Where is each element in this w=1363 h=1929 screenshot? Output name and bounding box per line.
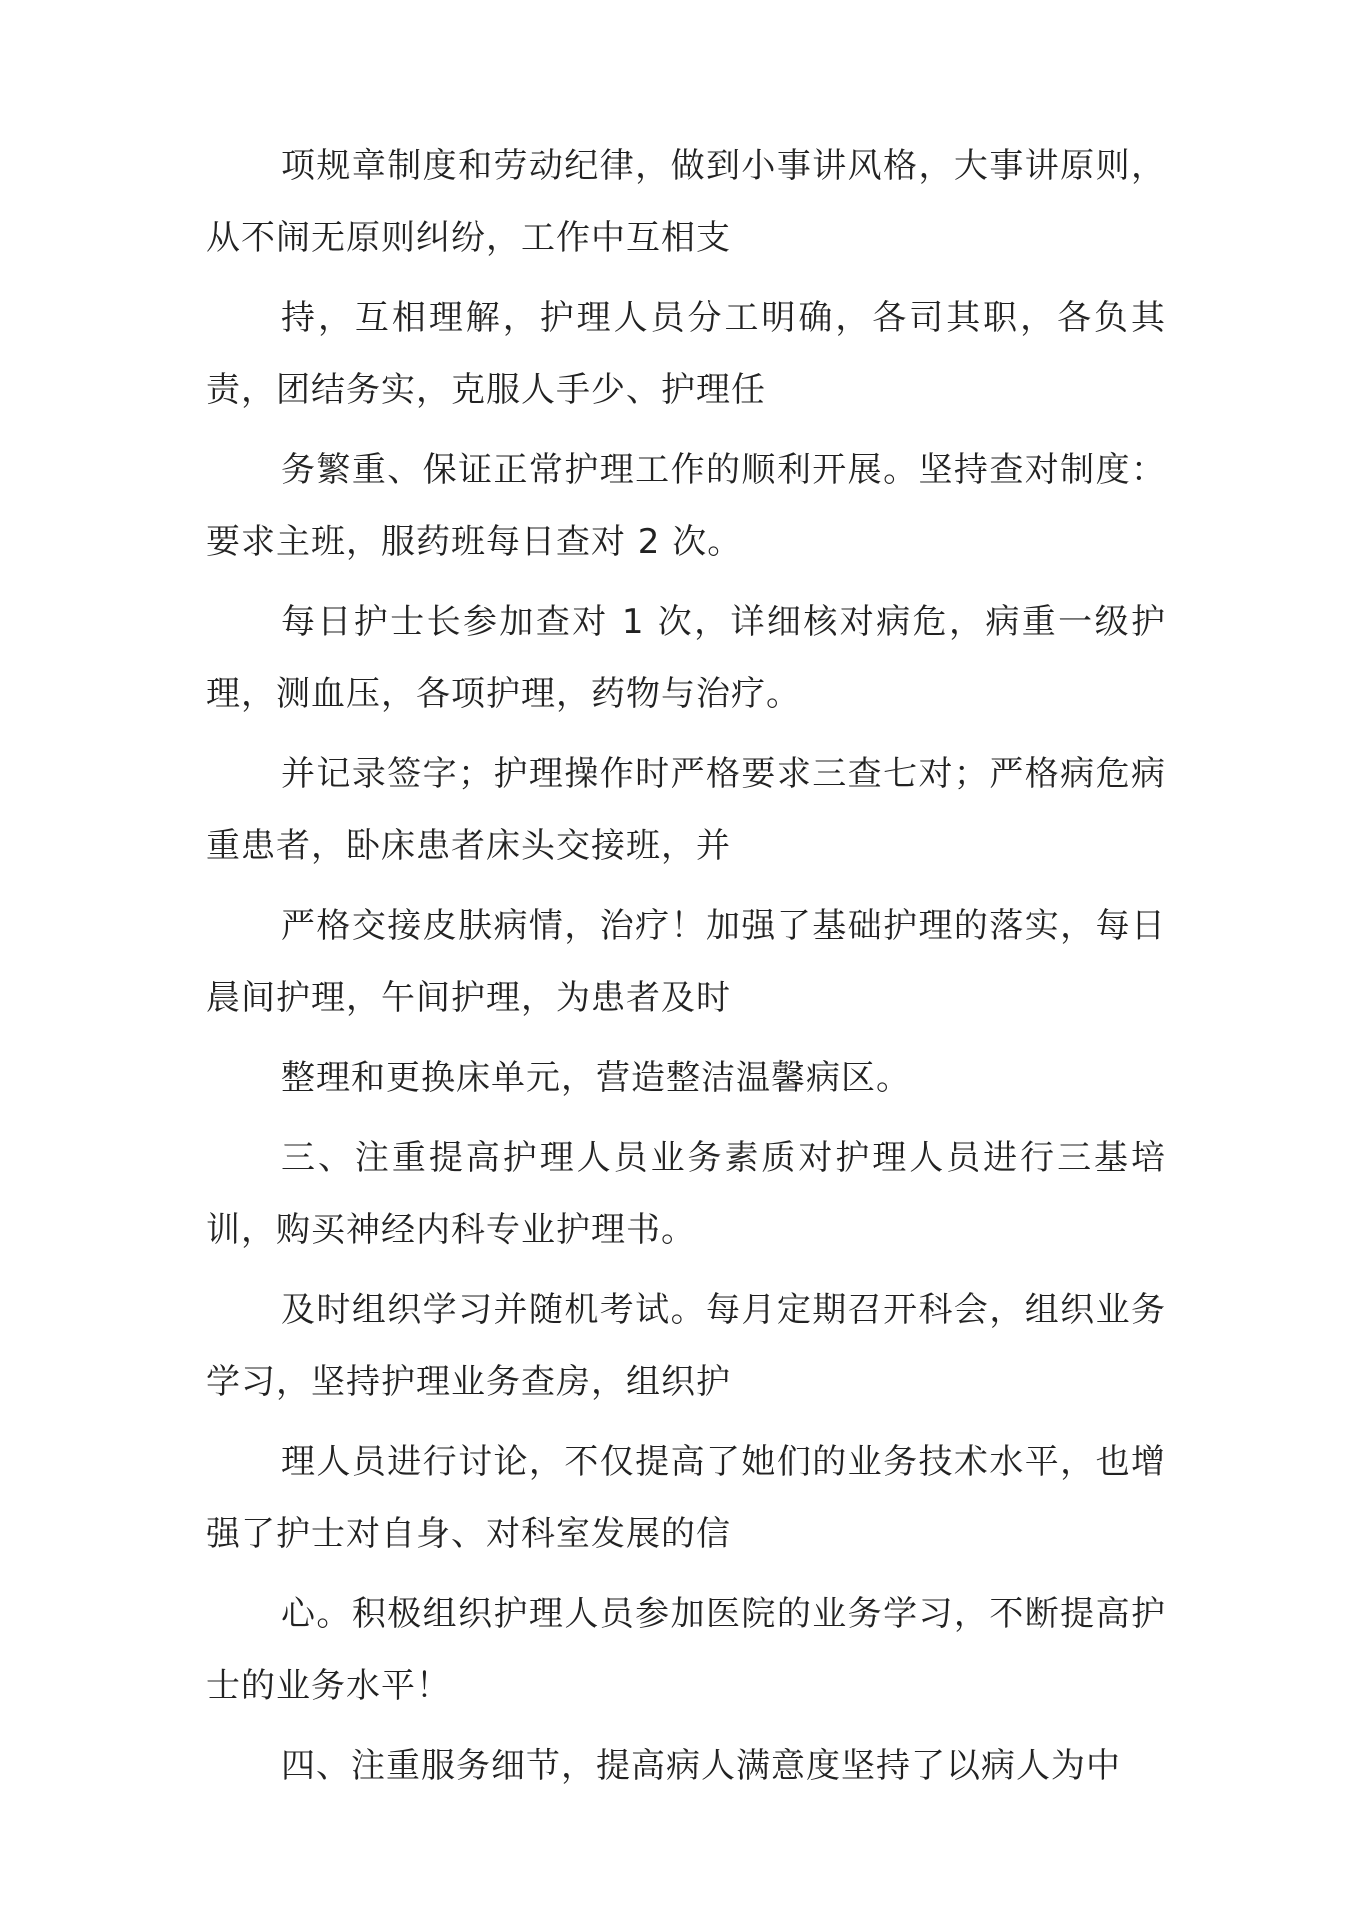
paragraph: 持，互相理解，护理人员分工明确，各司其职，各负其责，团结务实，克服人手少、护理任 bbox=[206, 298, 1166, 410]
paragraph: 务繁重、保证正常护理工作的顺利开展。坚持查对制度：要求主班，服药班每日查对 2 次。 bbox=[206, 450, 1166, 562]
paragraph: 整理和更换床单元，营造整洁温馨病区。 bbox=[281, 1058, 911, 1098]
paragraph: 并记录签字；护理操作时严格要求三查七对；严格病危病重患者，卧床患者床头交接班，并 bbox=[206, 754, 1166, 866]
section-heading-paragraph: 三、注重提高护理人员业务素质对护理人员进行三基培训，购买神经内科专业护理书。 bbox=[206, 1138, 1166, 1250]
paragraph: 项规章制度和劳动纪律，做到小事讲风格，大事讲原则，从不闹无原则纠纷，工作中互相支 bbox=[206, 146, 1166, 258]
document-body bbox=[206, 130, 1166, 1810]
paragraph: 心。积极组织护理人员参加医院的业务学习，不断提高护士的业务水平！ bbox=[206, 1594, 1166, 1706]
paragraph: 严格交接皮肤病情，治疗！加强了基础护理的落实，每日晨间护理，午间护理，为患者及时 bbox=[206, 906, 1166, 1018]
paragraph: 及时组织学习并随机考试。每月定期召开科会，组织业务学习，坚持护理业务查房，组织护 bbox=[206, 1290, 1166, 1402]
paragraph: 理人员进行讨论，不仅提高了她们的业务技术水平，也增强了护士对自身、对科室发展的信 bbox=[206, 1442, 1166, 1554]
section-heading-paragraph: 四、注重服务细节，提高病人满意度坚持了以病人为中 bbox=[281, 1746, 1121, 1786]
paragraph: 每日护士长参加查对 1 次，详细核对病危，病重一级护理，测血压，各项护理，药物与治疗。 bbox=[206, 602, 1166, 714]
